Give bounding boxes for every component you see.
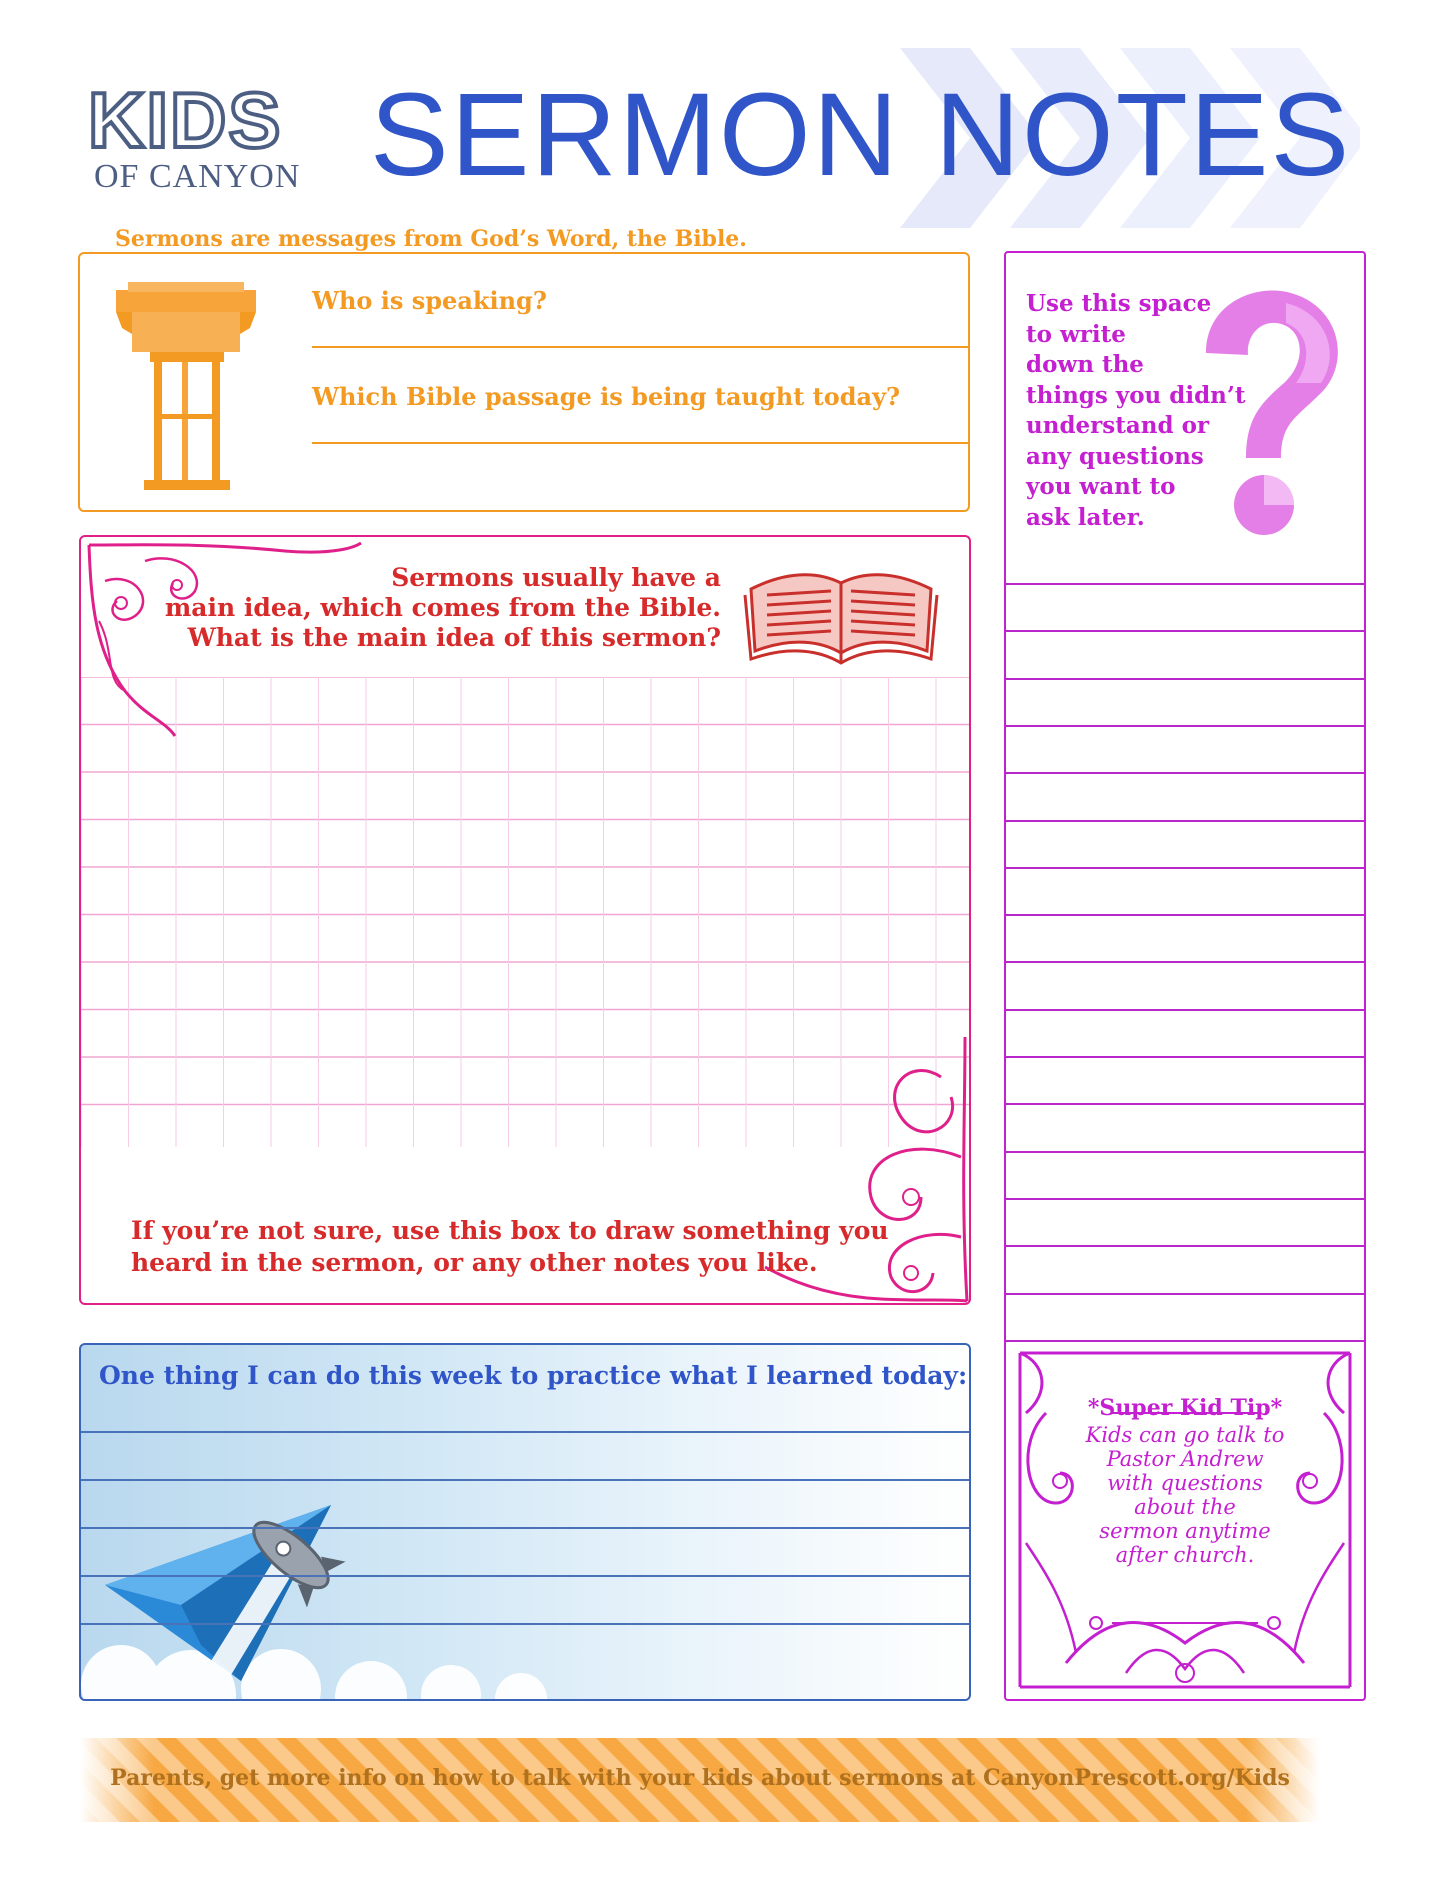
tip-line-3: with questions [1107,1471,1263,1495]
questions-prompt [1026,289,1246,533]
draw-prompt [131,1215,889,1279]
logo-sub-text: OF CANYON [94,158,301,195]
questions-prompt-line-5: understand or [1026,412,1210,439]
question-answer-line[interactable] [1006,1103,1364,1105]
question-answer-line[interactable] [1006,914,1364,916]
question-answer-line[interactable] [1006,1245,1364,1247]
main-idea-prompt-line-1: Sermons usually have a [391,563,721,592]
speaker-question: Who is speaking? [312,286,547,315]
main-idea-prompt-line-2: main idea, which comes from the Bible. [164,593,721,622]
main-idea-prompt [165,563,721,653]
question-answer-line[interactable] [1006,772,1364,774]
page-title: SERMON NOTES [370,69,1352,201]
question-answer-line[interactable] [1006,630,1364,632]
tip-line-4: about the [1134,1495,1236,1519]
tip-line-6: after church. [1115,1543,1255,1567]
question-answer-line[interactable] [1006,1198,1364,1200]
practice-answer-line[interactable] [81,1527,969,1529]
practice-box [79,1343,971,1701]
question-answer-line[interactable] [1006,678,1364,680]
practice-answer-line[interactable] [81,1623,969,1625]
question-answer-line[interactable] [1006,1056,1364,1058]
question-answer-line[interactable] [1006,867,1364,869]
question-answer-line[interactable] [1006,1009,1364,1011]
questions-prompt-line-8: ask later. [1026,503,1145,531]
question-answer-line[interactable] [1006,1293,1364,1295]
question-answer-line[interactable] [1006,820,1364,822]
main-idea-box[interactable] [79,535,971,1305]
draw-prompt-line-2: heard in the sermon, or any other notes you like. [131,1248,818,1277]
paper-plane-rocket-icon [81,1445,969,1699]
questions-prompt-line-3: down the [1026,351,1144,378]
practice-prompt: One thing I can do this week to practice what I learned today: [99,1361,968,1390]
practice-answer-line[interactable] [81,1575,969,1577]
passage-question: Which Bible passage is being taught today? [312,382,901,411]
speaker-answer-line[interactable] [312,346,968,348]
questions-prompt-line-4: things you didn’t [1026,381,1246,409]
question-answer-line[interactable] [1006,583,1364,585]
pulpit-icon [116,282,256,494]
practice-answer-line[interactable] [81,1431,969,1433]
passage-answer-line[interactable] [312,442,968,444]
tip-line-1: Kids can go talk to [1085,1423,1285,1447]
speaker-box [78,252,970,512]
questions-prompt-line-1: Use this space [1026,290,1212,317]
question-answer-line[interactable] [1006,961,1364,963]
question-answer-line[interactable] [1006,1151,1364,1153]
kids-of-canyon-logo [88,76,348,195]
footer-text: Parents, get more info on how to talk with your kids about sermons at CanyonPrescott.org/Kids [110,1765,1290,1791]
questions-prompt-line-6: any questions [1026,442,1204,470]
question-answer-line[interactable] [1006,1340,1364,1342]
draw-prompt-line-1: If you’re not sure, use this box to draw something you [131,1216,889,1245]
open-bible-icon [741,559,941,669]
practice-answer-line[interactable] [81,1479,969,1481]
super-kid-tip-title: *Super Kid Tip* [1087,1395,1283,1421]
question-answer-line[interactable] [1006,725,1364,727]
questions-prompt-line-2: to write [1026,320,1126,348]
main-idea-prompt-line-3: What is the main idea of this sermon? [187,623,721,652]
questions-box [1004,251,1366,1701]
tip-line-5: sermon anytime [1099,1519,1271,1543]
super-kid-tip-body [1066,1423,1304,1567]
questions-prompt-line-7: you want to [1026,473,1176,500]
tip-line-2: Pastor Andrew [1106,1447,1264,1471]
intro-text: Sermons are messages from God’s Word, the Bible. [115,226,747,252]
logo-main-text: KIDS [88,76,283,164]
